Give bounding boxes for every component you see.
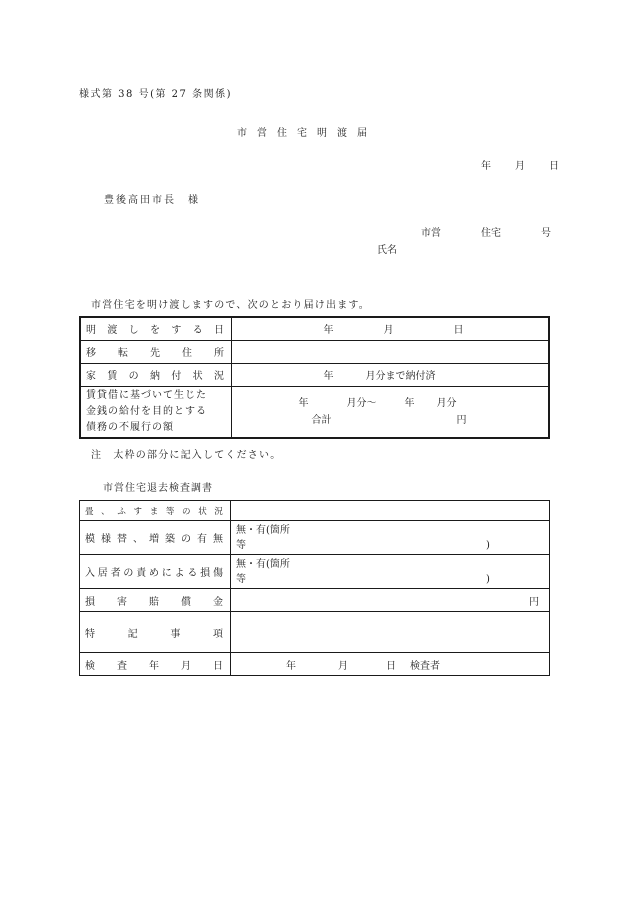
tenant-damage-field[interactable]: 無・有(箇所 等 ): [231, 555, 550, 589]
month-label: 月: [515, 161, 525, 172]
move-out-date-label: 明 渡 し を す る 日: [80, 317, 231, 340]
tatami-condition-label: 畳 、 ふ す ま 等 の 状 況: [80, 501, 231, 521]
applicant-name-label: 氏名: [377, 245, 397, 256]
inspection-title: 市営住宅退去検査調書: [103, 483, 213, 494]
day-label: 日: [549, 161, 559, 172]
addressee-name: 豊後高田市長: [104, 195, 176, 206]
new-address-label: 移 転 先 住 所: [80, 340, 231, 363]
compensation-field[interactable]: [231, 589, 550, 612]
table-row: [80, 653, 550, 676]
inspection-date-label: 検 査 年 月 日: [80, 653, 231, 676]
applicant-address: [421, 224, 551, 239]
address-municipal: 市営: [421, 228, 441, 239]
inspector-label: 検査者: [410, 660, 440, 672]
table-row: [80, 340, 549, 363]
table-row: [80, 501, 550, 521]
total-label: 合計: [311, 414, 332, 426]
new-address-field[interactable]: [231, 340, 549, 363]
unpaid-debt-label: 賃貸借に基づいて生じた 金銭の給付を目的とする 債務の不履行の額: [80, 386, 231, 438]
tenant-damage-label: 入 居 者 の 責 め に よ る 損 傷: [80, 555, 231, 589]
year-label: 年: [481, 161, 491, 172]
remodel-field[interactable]: 無・有(箇所 等 ): [231, 521, 550, 555]
yen-unit: 円: [529, 596, 539, 608]
inspection-table: [79, 500, 550, 676]
note-text: 注 太枠の部分に記入してください。: [91, 450, 282, 461]
inspection-date-field[interactable]: 年 月 日 検査者: [231, 653, 550, 676]
intro-text: 市営住宅を明け渡しますので、次のとおり届け出ます。: [91, 300, 370, 311]
special-notes-label: 特 記 事 項: [80, 612, 231, 653]
remodel-label: 模 様 替 、 増 築 の 有 無: [80, 521, 231, 555]
submission-date: [481, 157, 559, 172]
table-row: [80, 386, 549, 438]
table-row: [80, 521, 550, 555]
addressee-honorific: 様: [188, 195, 200, 206]
address-number: 号: [541, 228, 551, 239]
rent-payment-field[interactable]: 年 月分まで納付済: [231, 363, 549, 386]
move-out-date-field[interactable]: 年 月 日: [231, 317, 549, 340]
table-row: [80, 589, 550, 612]
rent-payment-label: 家 賃 の 納 付 状 況: [80, 363, 231, 386]
tatami-condition-field[interactable]: [231, 501, 550, 521]
table-row: [80, 612, 550, 653]
notice-table: [79, 316, 550, 439]
form-number: 様式第 38 号(第 27 条関係): [79, 89, 232, 100]
address-housing: 住宅: [481, 228, 501, 239]
table-row: [80, 363, 549, 386]
compensation-label: 損 害 賠 償 金: [80, 589, 231, 612]
yen-unit: 円: [456, 414, 467, 426]
special-notes-field[interactable]: [231, 612, 550, 653]
addressee: [104, 191, 200, 206]
table-row: [80, 317, 549, 340]
table-row: [80, 555, 550, 589]
unpaid-debt-field[interactable]: 年 月分～ 年 月分 合計 円: [231, 386, 549, 438]
document-title: 市営住宅明渡届: [237, 128, 377, 139]
